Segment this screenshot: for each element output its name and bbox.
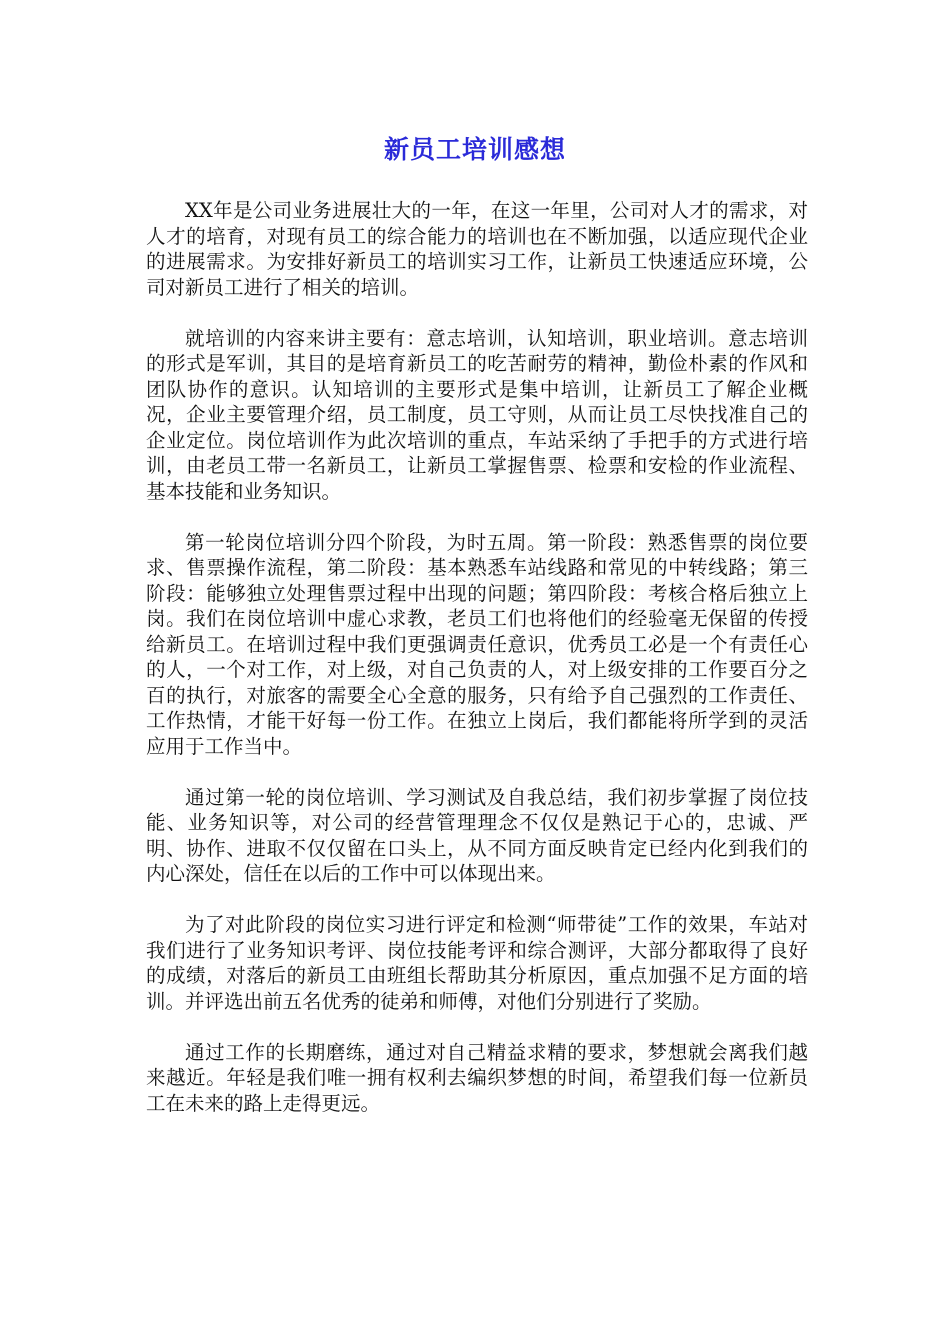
paragraph-1: XX年是公司业务进展壮大的一年，在这一年里，公司对人才的需求，对人才的培育，对现有员工的综合能力的培训也在不断加强，以适应现代企业的进展需求。为安排好新员工的培训实习工作，让新员工快速适应环境，公司对新员工进行了相关的培训。 (146, 199, 808, 299)
paragraph-3: 第一轮岗位培训分四个阶段，为时五周。第一阶段：熟悉售票的岗位要求、售票操作流程，第二阶段：基本熟悉车站线路和常见的中转线路；第三阶段：能够独立处理售票过程中出现的问题；第四阶段：考核合格后独立上岗。我们在岗位培训中虚心求教，老员工们也将他们的经验毫无保留的传授给新员工。在培训过程中我们更强调责任意识，优秀员工必是一个有责任心的人，一个对工作，对上级，对自己负责的人，对上级安排的工作要百分之百的执行，对旅客的需要全心全意的服务，只有给予自己强烈的工作责任、工作热情，才能干好每一份工作。在独立上岗后，我们都能将所学到的灵活应用于工作当中。 (146, 530, 808, 758)
paragraph-2: 就培训的内容来讲主要有：意志培训，认知培训，职业培训。意志培训的形式是军训，其目的是培育新员工的吃苦耐劳的精神，勤俭朴素的作风和团队协作的意识。认知培训的主要形式是集中培训，让新员工了解企业概况，企业主要管理介绍，员工制度，员工守则，从而让员工尽快找准自己的企业定位。岗位培训作为此次培训的重点，车站采纳了手把手的方式进行培训，由老员工带一名新员工，让新员工掌握售票、检票和安检的作业流程、基本技能和业务知识。 (146, 326, 808, 503)
document-body (146, 198, 808, 1142)
document-title: 新员工培训感想 (383, 135, 566, 164)
paragraph-6: 通过工作的长期磨练，通过对自己精益求精的要求，梦想就会离我们越来越近。年轻是我们唯一拥有权利去编织梦想的时间，希望我们每一位新员工在未来的路上走得更远。 (146, 1040, 808, 1115)
paragraph-5: 为了对此阶段的岗位实习进行评定和检测“师带徒”工作的效果，车站对我们进行了业务知识考评、岗位技能考评和综合测评，大部分都取得了良好的成绩，对落后的新员工由班组长帮助其分析原因，重点加强不足方面的培训。并评选出前五名优秀的徒弟和师傅，对他们分别进行了奖励。 (146, 913, 808, 1013)
paragraph-4: 通过第一轮的岗位培训、学习测试及自我总结，我们初步掌握了岗位技能、业务知识等，对公司的经营管理理念不仅仅是熟记于心的，忠诚、严明、协作、进取不仅仅留在口头上，从不同方面反映肯定已经内化到我们的内心深处，信任在以后的工作中可以体现出来。 (146, 785, 808, 885)
